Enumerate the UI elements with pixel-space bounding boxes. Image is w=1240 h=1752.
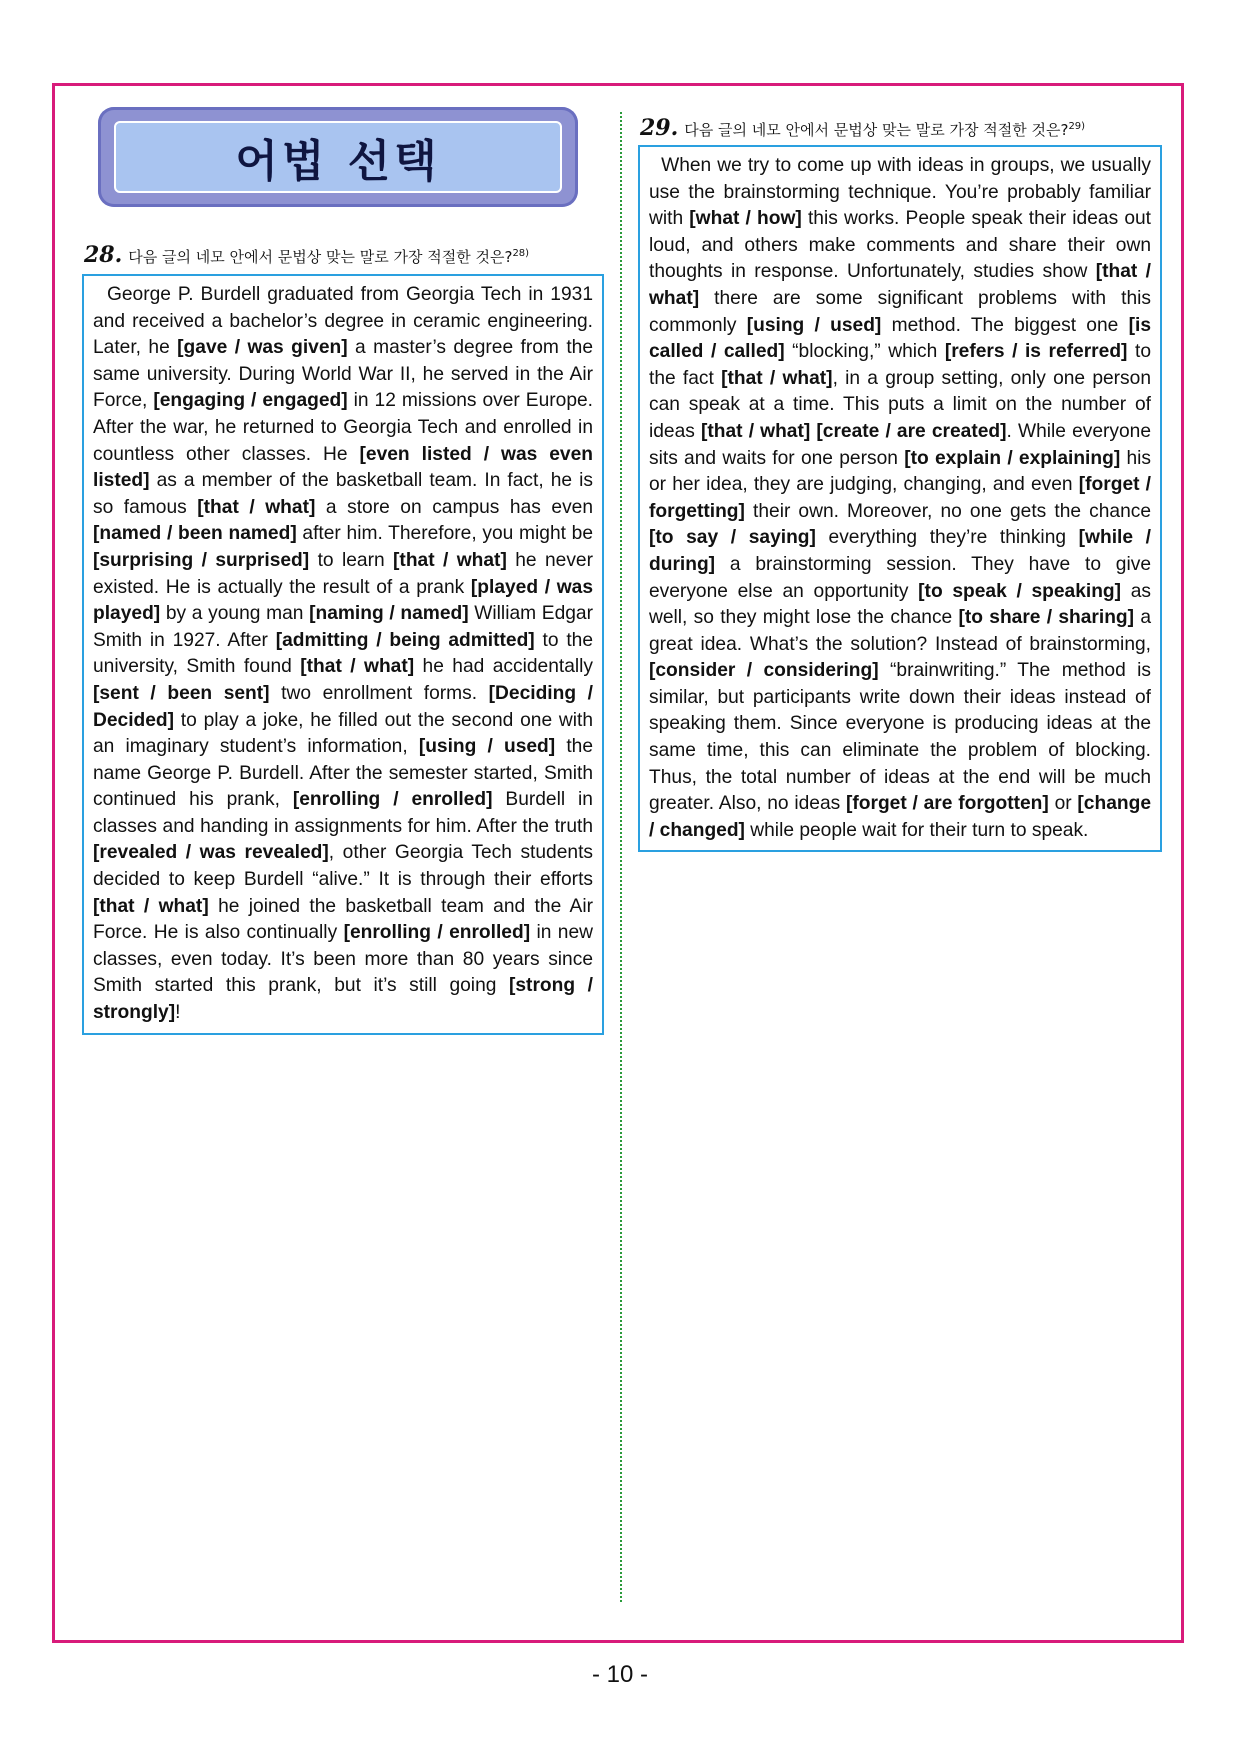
passage-text: as a member of the basketball team. In fact, he is so famous (93, 470, 593, 518)
grammar-choice: [that / what] (701, 420, 811, 442)
grammar-choice: [to explain / explaining] (904, 447, 1121, 469)
passage-text: he had accidentally (414, 656, 593, 678)
passage-text: he never existed. He is actually the result of a prank (93, 549, 593, 598)
column-divider (620, 112, 622, 1602)
passage-text: a master’s degree from the same university. During World War II, he served in the Air Force, (93, 337, 593, 412)
grammar-choice: [while / during] (649, 527, 1151, 575)
passage-text: to play a joke, he filled out the second one with an imaginary student’s information, (93, 709, 593, 758)
passage-text: the name George P. Burdell. After the semester started, Smith continued his prank, (93, 736, 593, 811)
grammar-choice: [that / what] (393, 549, 507, 571)
grammar-choice: [forget / are forgotten] (845, 793, 1049, 815)
grammar-choice: [to share / sharing] (958, 607, 1135, 629)
grammar-choice: [using / used] (418, 736, 556, 758)
passage-text: his or her idea, they are judging, changing, and even (649, 447, 1152, 496)
passage-text: a store on campus has even (315, 496, 593, 518)
page-number: - 10 - (591, 1661, 648, 1688)
passage-text: . While everyone sits and waits for one person (649, 420, 1151, 469)
passage-text: When we try to come up with ideas in groups, we usually use the brainstorming technique. You’re probably familiar with (649, 155, 1151, 230)
grammar-choice: [that / what] (300, 656, 415, 678)
grammar-choice: [sent / been sent] (93, 682, 270, 704)
grammar-choice: [create / are created] (816, 420, 1007, 442)
section-title: 어법 선택 (235, 136, 441, 187)
grammar-choice: [that / what] (721, 367, 833, 389)
grammar-choice: [that / what] (649, 261, 1151, 309)
grammar-choice: [to say / saying] (649, 527, 816, 549)
grammar-choice: [surprising / surprised] (93, 549, 310, 571)
passage-text: to the fact (649, 341, 1151, 389)
passage-text: William Edgar Smith in 1927. After (93, 603, 593, 651)
q28-footnote: 28) (512, 248, 530, 259)
grammar-choice: [that / what] (93, 895, 209, 917)
grammar-choice: [that / what] (197, 496, 316, 518)
passage-text: a brainstorming session. They have to give everyone else an opportunity (649, 553, 1151, 602)
grammar-choice: [strong / strongly] (93, 975, 593, 1024)
grammar-choice: [using / used] (746, 314, 882, 336)
passage-text: everything they’re thinking (815, 527, 1079, 549)
passage-text: “blocking,” which (784, 341, 945, 363)
passage-text: a great idea. What’s the solution? Instead of brainstorming, (649, 607, 1151, 655)
q29-number: 29. (640, 115, 679, 141)
q29-header (640, 117, 1085, 140)
q28-prompt: 다음 글의 네모 안에서 문법상 맞는 말로 가장 적절한 것은? (128, 248, 513, 266)
grammar-choice: [Deciding / Decided] (93, 682, 593, 731)
grammar-choice: [what / how] (689, 208, 802, 230)
section-badge-inner (114, 121, 562, 193)
passage-text: in 12 missions over Europe. After the war, he returned to Georgia Tech and enrolled in countless other classes. He (93, 390, 594, 465)
grammar-choice: [naming / named] (309, 603, 469, 625)
passage-text: there are some significant problems with this commonly (649, 287, 1151, 336)
grammar-choice: [change / changed] (649, 793, 1151, 841)
passage-text: method. The biggest one (881, 314, 1129, 336)
passage-text: “brainwriting.” The method is similar, but participants write down their ideas instead of speaking them. Since everyone is producing ideas at the same time, this can eliminate the problem of blocking. Thus, the total number of ideas at the end will be much greater. Also, no ideas (649, 660, 1151, 815)
passage-text: their own. Moreover, no one gets the chance (744, 500, 1151, 522)
passage-text: to learn (309, 549, 394, 571)
grammar-choice: [is called / called] (649, 314, 1152, 363)
q28-number: 28. (84, 242, 123, 268)
grammar-choice: [enrolling / enrolled] (343, 922, 531, 944)
q29-passage (638, 145, 1162, 852)
grammar-choice: [consider / considering] (649, 660, 879, 682)
passage-text: ! (175, 1002, 181, 1024)
section-badge (98, 107, 578, 207)
passage-text: by a young man (160, 603, 310, 625)
passage-text: after him. Therefore, you might be (296, 523, 593, 545)
passage-text: as well, so they might lose the chance (649, 580, 1152, 629)
passage-text: in new classes, even today. It’s been more than 80 years since Smith started this prank, but it’s still going (93, 922, 593, 997)
grammar-choice: [forget / forgetting] (649, 474, 1151, 522)
grammar-choice: [engaging / engaged] (153, 390, 348, 412)
grammar-choice: [gave / was given] (177, 337, 348, 359)
q29-prompt: 다음 글의 네모 안에서 문법상 맞는 말로 가장 적절한 것은? (684, 121, 1069, 139)
grammar-choice: [even listed / was even listed] (93, 443, 593, 492)
grammar-choice: [played / was played] (93, 576, 594, 625)
passage-text: he joined the basketball team and the Air Force. He is also continually (93, 895, 593, 944)
grammar-choice: [refers / is referred] (944, 341, 1128, 363)
passage-text: Burdell in classes and handing in assignments for him. After the truth (93, 789, 593, 837)
grammar-choice: [revealed / was revealed] (93, 842, 329, 864)
grammar-choice: [enrolling / enrolled] (292, 789, 493, 811)
passage-text: this works. People speak their ideas out loud, and others make comments and share their own thoughts in response. Unfortunately, studies show (649, 208, 1151, 283)
q28-header (84, 244, 529, 267)
grammar-choice: [named / been named] (93, 523, 297, 545)
passage-text: to the university, Smith found (93, 629, 593, 678)
q28-passage (82, 274, 604, 1035)
passage-text: George P. Burdell graduated from Georgia Tech in 1931 and received a bachelor’s degree in ceramic engineering. Later, he (93, 284, 593, 359)
passage-text: while people wait for their turn to speak. (744, 819, 1089, 841)
passage-text: or (1048, 793, 1078, 815)
q29-footnote: 29) (1068, 121, 1086, 132)
passage-text: two enrollment forms. (269, 682, 489, 704)
grammar-choice: [to speak / speaking] (918, 580, 1122, 602)
passage-text: , in a group setting, only one person can speak at a time. This puts a limit on the number of ideas (649, 367, 1151, 442)
grammar-choice: [admitting / being admitted] (275, 629, 535, 651)
passage-text: , other Georgia Tech students decided to keep Burdell “alive.” It is through their efforts (93, 842, 593, 891)
